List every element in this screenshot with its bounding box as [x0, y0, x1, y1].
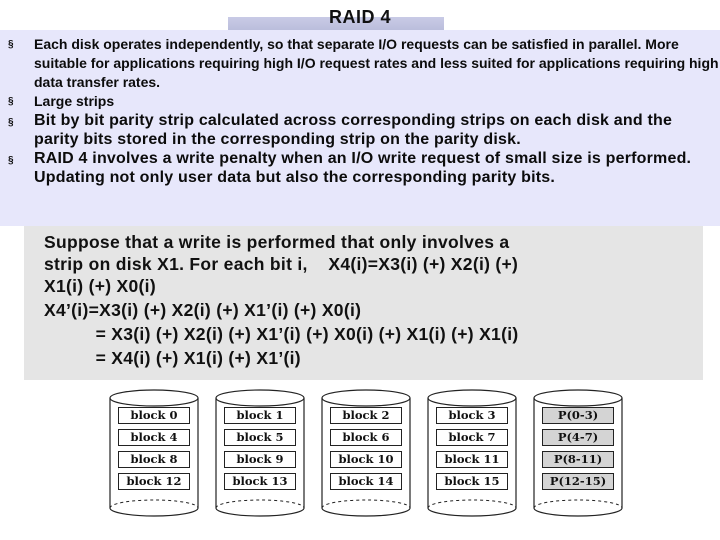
data-strip: block 11 [436, 451, 508, 468]
bullet-marker: § [8, 39, 14, 50]
data-strip: block 7 [436, 429, 508, 446]
formula-line: = X4(i) (+) X1(i) (+) X1’(i) [44, 348, 301, 368]
formula-line: X4’(i)=X3(i) (+) X2(i) (+) X1’(i) (+) X0(i) [44, 300, 362, 320]
data-disk [426, 388, 518, 518]
data-strip: block 2 [330, 407, 402, 424]
data-strip: block 9 [224, 451, 296, 468]
data-strip: block 13 [224, 473, 296, 490]
bullet-item [8, 35, 720, 92]
parity-strip: P(12-15) [542, 473, 614, 490]
parity-strip: P(4-7) [542, 429, 614, 446]
bullet-marker: § [8, 117, 14, 128]
data-strip: block 15 [436, 473, 508, 490]
bullet-item [8, 111, 720, 149]
parity-strip: P(8-11) [542, 451, 614, 468]
data-strip: block 6 [330, 429, 402, 446]
data-strip: block 14 [330, 473, 402, 490]
data-strip: block 4 [118, 429, 190, 446]
bullet-list [8, 35, 720, 187]
data-disk [108, 388, 200, 518]
slide-title: RAID 4 [328, 7, 391, 27]
bullet-text: RAID 4 involves a write penalty when an I/O write request of small size is performed. Updating not only user data but also the corresponding parity bits. [34, 150, 692, 186]
bullet-marker: § [8, 96, 14, 107]
bullet-text: Bit by bit parity strip calculated across corresponding strips on each disk and the parity bits stored in the corresponding strip on the parity disk. [34, 112, 673, 148]
parity-disk [532, 388, 624, 518]
bullet-text: Each disk operates independently, so that separate I/O requests can be satisfied in parallel. More suitable for applications requiring high I/O request rates and less suited for applications requiring high data transfer rates. [34, 36, 719, 90]
data-strip: block 1 [224, 407, 296, 424]
formula-line: Suppose that a write is performed that only involves a [44, 232, 510, 252]
data-strip: block 12 [118, 473, 190, 490]
bullet-marker: § [8, 155, 14, 166]
formula-line: strip on disk X1. For each bit i, X4(i)=X3(i) (+) X2(i) (+) [44, 254, 519, 274]
bullet-item [8, 92, 720, 111]
formula-line: = X3(i) (+) X2(i) (+) X1’(i) (+) X0(i) (+) X1(i) (+) X1(i) [44, 324, 519, 344]
data-strip: block 5 [224, 429, 296, 446]
formula-line: X1(i) (+) X0(i) [44, 276, 156, 296]
bullet-text: Large strips [34, 93, 115, 109]
data-disk [214, 388, 306, 518]
parity-strip: P(0-3) [542, 407, 614, 424]
data-strip: block 8 [118, 451, 190, 468]
data-disk [320, 388, 412, 518]
data-strip: block 0 [118, 407, 190, 424]
data-strip: block 3 [436, 407, 508, 424]
bullet-item [8, 149, 720, 187]
data-strip: block 10 [330, 451, 402, 468]
